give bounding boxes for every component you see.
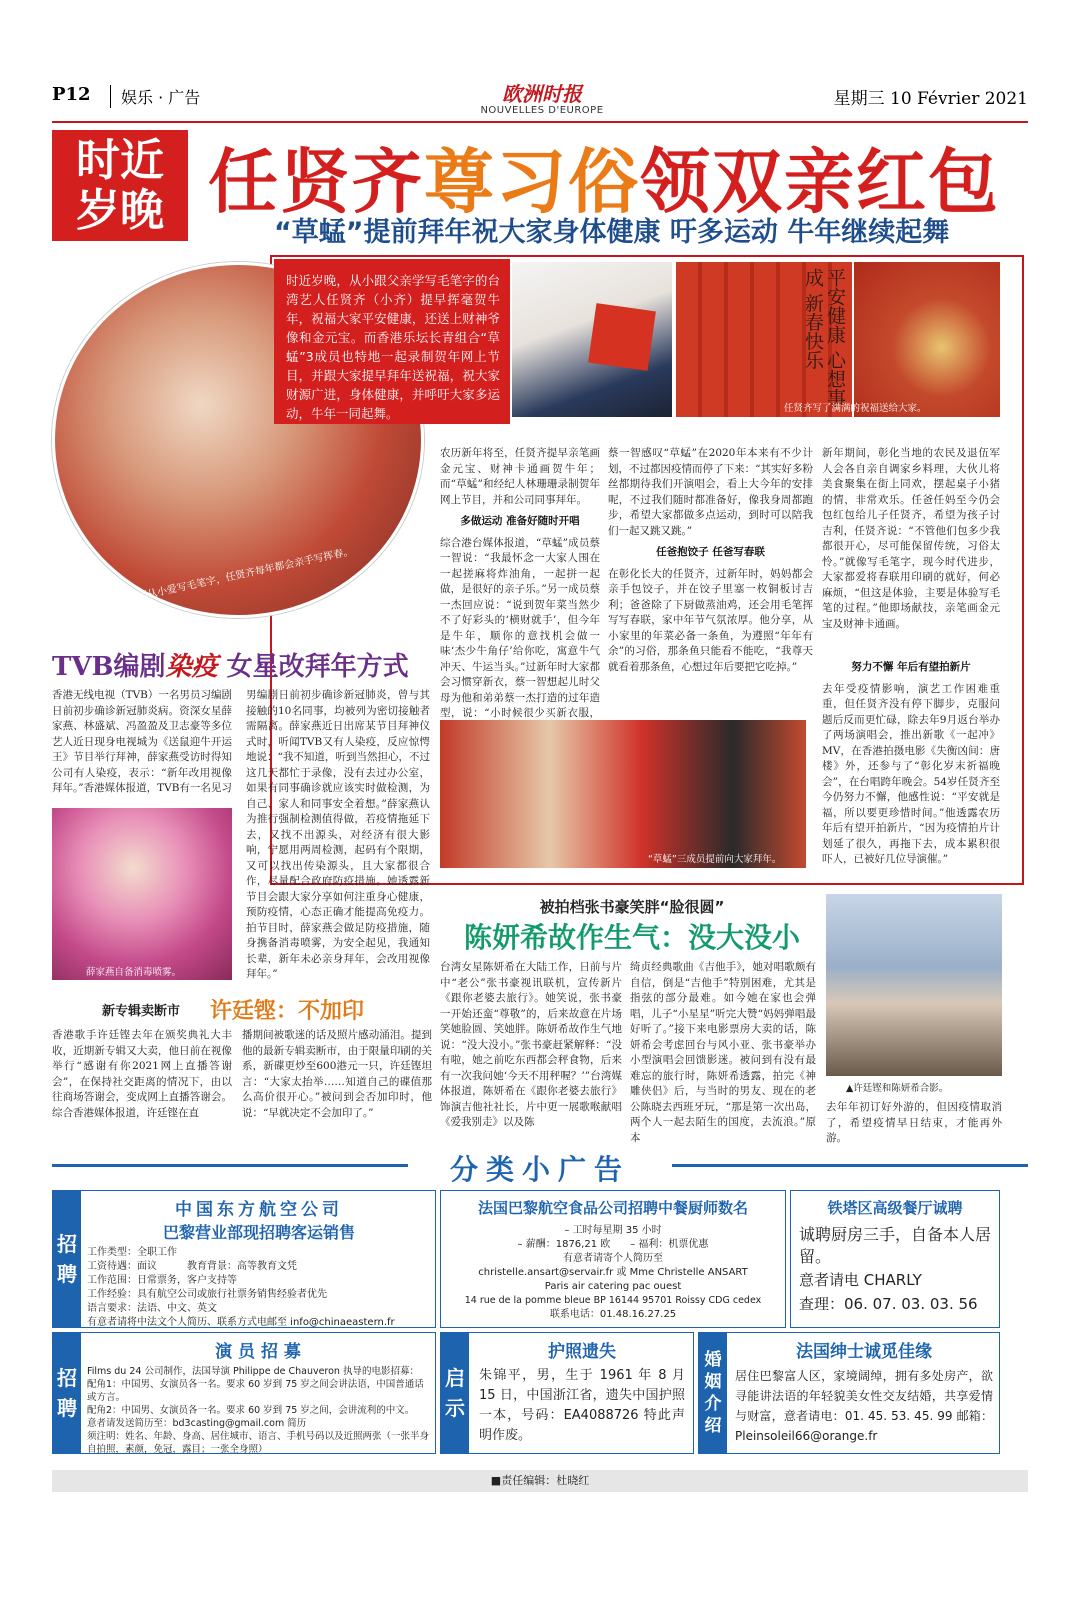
photo-caption: 薛家燕自备消毒喷雾。 — [86, 967, 182, 978]
ad-line: 14 rue de la pomme bleue BP 16144 95701 Roissy CDG cedex — [464, 1295, 762, 1306]
headline-part-highlight: 染疫 — [165, 652, 218, 682]
classified-title: 分类小广告 — [408, 1148, 672, 1182]
couple-photo — [826, 894, 1002, 1076]
ad-line: 配角1：中国男、女演员各一名。要求 60 岁到 75 岁之间会讲法语，中国普通话或方言。 — [87, 1379, 424, 1403]
story-column — [822, 446, 1000, 872]
paragraph: 综合港台媒体报道，“草蜢”成员蔡一智说：“我最怀念一大家人围在一起搓麻将炸油角，一起拼一起做，是很好的亲子乐。”另一成员蔡一杰回应说：“说到贺年菜当然少不了好彩头的‘横财就手’，但今年是牛年，顺你的意找机会做一味‘杰少牛角仔’给你吃，寓意牛气冲天、牛运当头。”过新年时大家都会习惯穿新衣，蔡一智想起儿时父母为他和弟弟蔡一杰打造的过年造型，说：“小时候很少买新衣服， — [440, 536, 600, 719]
tag-char: 招 — [57, 1366, 77, 1390]
ad-line: 配角2：中国男、女演员各一名。要求 60 岁到 75 岁之间，会讲流利的中文。 — [87, 1405, 415, 1416]
tag-char: 启 — [445, 1366, 465, 1390]
ad-casting — [52, 1332, 436, 1454]
ad-title: 演 员 招 募 — [215, 1342, 301, 1362]
ad-line: – 工时每星期 35 小时 — [564, 1225, 662, 1236]
paragraph: 去年年初订好外游的，但因疫情取消了，希望疫情早日结束，才能再外游。 — [826, 1101, 1002, 1144]
ad-restaurant — [790, 1190, 1000, 1328]
paragraph: 蔡一智感叹“草蜢”在2020年本来有不少计划，不过都因疫情而停了下来：“其实好多粉丝都期待我们开演唱会，看上大今年的安排呢，不过我们随时都准备好，像我身周都跑步，希望大家都做多点运动，到时可以陪我们一起又跳又跳。” — [608, 447, 813, 537]
page-header — [52, 78, 1028, 118]
tvb-column — [246, 688, 430, 986]
newspaper-logo-fr: NOUVELLES D'EUROPE — [480, 105, 604, 116]
ad-servair — [440, 1190, 786, 1328]
tag-char: 介 — [704, 1394, 722, 1414]
paragraph: 在彰化长大的任贤齐，过新年时，妈妈都会亲手包饺子，并在饺子里塞一枚铜板讨吉利；爸爸除了下厨做蒸油鸡，还会用毛笔挥写写春联，家中年节气氛浓厚。他分享，从小家里的年菜必备一条鱼，为遵照“年年有余”的习俗，那条鱼只能看不能吃，“我尊天就看着那条鱼，心想过年后要把它吃掉。” — [608, 567, 813, 673]
ad-line: 有意者请寄个人简历至 — [563, 1253, 663, 1264]
ad-line: christelle.ansart@servair.fr 或 Mme Christelle ANSART — [478, 1267, 748, 1278]
paragraph: 播期间被歌迷的话及照片感动涌泪。提到他的最新专辑卖断市，由于限量印刷的关系，新碟更炒至600港元一只，许廷铿坦言：“大家太抬举……知道自己的碟值那么高价很开心。”被问到会否加印时，他说：“早就决定不会加印了。” — [242, 1029, 432, 1119]
ad-line: 工作经验：具有航空公司或旅行社票务销售经验者优先 — [87, 1289, 327, 1300]
headline-part: 女星改拜年方式 — [217, 652, 409, 682]
tvb-column — [52, 688, 232, 806]
paragraph: 新年期间，彰化当地的农民及退伍军人会各自亲自调家乡料理，大伙儿将美食聚集在街上同欢，摆起桌子小猪的情，非常欢乐。任爸任妈至今仍会包红包给儿子任贤齐，希望为孩子讨吉利，任贤齐说：“不管他们包多少我都很开心，尽可能保留传统，习俗太怜。”就像写毛笔字，现今时代进步，大家都爱将春联用印刷的就好，何必麻烦，“但这是体验，主要是体验写毛笔的过程。”他即场献技，亲笔画金元宝及财神卡通画。 — [822, 447, 1000, 630]
subheading: 任爸抱饺子 任爸写春联 — [656, 546, 765, 558]
red-card-shape — [588, 303, 656, 371]
ad-line: 工作范围：日常票务，客户支持等 — [87, 1275, 237, 1286]
photo-caption: “草蜢”三成员提前向大家拜年。 — [648, 854, 782, 865]
photo-caption: 因从小爱写毛笔字，任贤齐每年都会亲手写挥春。 — [136, 546, 355, 603]
paragraph: 男编剧日前初步确诊新冠肺炎，曾与其接触的10名同事，均被列为密切接触者需隔离。薛家燕近日出席某节目拜神仪式时，听闻TVB又有人染疫，反应惊愕地说：“我不知道，听到当然担心，不过这几天都忙于录像，没有去过办公室，如果有同事确诊就应该实时做检测，为自己、家人和同事安全着想。”薛家燕认为推行强制检测值得做，若疫情拖延下去，又找不出源头，对经济有很大影响，宁愿用两周检测，起码有个限期，又可以找出传染源头，且大家都很合作，尽量配合政府防疫措施。她透露新节目会跟大家分享如何注重身心健康，预防疫情，心态正确才能提高免疫力。拍节目时，薛家燕会做足防疫措施，随身携备消毒喷雾，为安全起见，我通知长辈，新年未必亲身拜年，会改用视像拜年。” — [246, 689, 430, 980]
tag-char: 聘 — [57, 1262, 77, 1286]
ad-line: 意者请发送简历至：bd3casting@gmail.com 简历 — [87, 1418, 307, 1429]
hu-kicker: 新专辑卖断市 — [102, 1004, 181, 1019]
subheading: 多做运动 准备好随时开唱 — [460, 515, 580, 527]
ad-lost-passport — [440, 1332, 694, 1454]
ad-line: 语言要求：法语、中文、英文 — [87, 1303, 217, 1314]
ad-subtitle: 巴黎营业部现招聘客运销售 — [162, 1223, 355, 1242]
ad-title: 铁塔区高级餐厅诚聘 — [827, 1199, 963, 1217]
tag-char: 示 — [445, 1396, 465, 1420]
ren-portrait-photo — [512, 262, 672, 417]
tag-char: 绍 — [704, 1416, 722, 1436]
ad-text: 朱锦平，男，生于 1961 年 8 月 15 日，中国浙江省，遗失中国护照一本，号码：EA4088726 特此声明作废。 — [479, 1368, 685, 1443]
tag-char: 招 — [57, 1232, 77, 1256]
headline-part: 任贤齐 — [208, 140, 424, 223]
ad-china-eastern — [52, 1190, 436, 1328]
sub-headline: “草蜢”提前拜年祝大家身体健康 吁多运动 牛年继续起舞 — [274, 217, 950, 248]
headline-part: 领双亲红包 — [640, 140, 1000, 223]
calligraphy-photo: 平安健康 心想事成 新春快乐 — [676, 262, 852, 417]
headline-tag — [52, 130, 188, 241]
page-footer: ■责任编辑：杜晓红 — [52, 1470, 1028, 1492]
ad-line: – 薪酬：1876,21 欧 – 福利：机票优惠 — [517, 1239, 709, 1250]
ad-title: 护照遗失 — [548, 1342, 616, 1362]
chen-headline: 陈妍希故作生气：没大没小 — [463, 921, 800, 954]
ad-line: 联系电话：01.48.16.27.25 — [549, 1309, 677, 1320]
ad-line: Films du 24 公司制作，法国导演 Philippe de Chauveron 执导的电影招募： — [87, 1366, 419, 1377]
headline-tag-line: 时近 — [76, 135, 164, 186]
story-intro: 时近岁晚，从小跟父亲学写毛笔字的台湾艺人任贤齐（小齐）提早挥毫贺牛年，祝福大家平安健康，还送上财神爷像和金元宝。而香港乐坛长青组合“草蜢”3成员也特地一起录制贺年网上节目，并跟大家提早拜年送祝福，祝大家财源广进，身体健康，并呼吁大家多运动，牛年一同起舞。 — [274, 259, 510, 424]
ad-category-tag — [699, 1333, 727, 1453]
subheading: 努力不懈 年后有望拍新片 — [851, 661, 971, 673]
chen-column — [630, 960, 816, 1144]
hu-column — [242, 1028, 432, 1128]
ad-line: 工作类型：全职工作 — [87, 1247, 177, 1258]
tag-char: 姻 — [704, 1372, 722, 1392]
ad-line: Paris air catering pac ouest — [544, 1281, 682, 1292]
ad-title: 中国东方航空公司 — [175, 1200, 343, 1220]
photo-caption: 任贤齐写了满满的祝福送给大家。 — [784, 403, 927, 414]
paragraph: 绮贞经典歌曲《吉他手》，她对唱歌颇有自信，倒是“吉他手”特别困难，尤其是指弦的部分最难。如今她在家也会弹唱，儿子“小星星”听完大赞“妈妈弹唱最好听了。”接下来电影票房大卖的话，陈妍希会考虑回台与风小亚、张书豪举办小型演唱会回馈影迷。被问到有没有最难忘的旅行时，陈妍希透露，拍完《神雕侠侣》后，与当时的男友、现在的老公陈晓去西班牙玩，“那是第一次出岛，两个人一起去陌生的国度，去流浪。”原本 — [630, 961, 816, 1144]
ad-category-tag — [53, 1333, 81, 1453]
grasshopper-trio-photo — [440, 720, 806, 868]
tag-char: 聘 — [57, 1396, 77, 1420]
header-divider — [52, 121, 1028, 123]
headline-tag-line: 岁晚 — [76, 185, 164, 236]
ad-text: 居住巴黎富人区，家境阔绰，拥有多处房产，欲寻能讲法语的年轻貌美女性交友结婚，共享爱情与财富，意者请电：01. 45. 53. 45. 99 邮箱：Pleinsoleil66@orange.fr — [735, 1369, 993, 1443]
paragraph: 台湾女星陈妍希在大陆工作，日前与片中“老公”张书豪视讯联机，宣传新片《跟你老婆去旅行》。她笑说，张书豪一开始还蛮“尊敬”的，后来故意在片场笑她脸圆、笑她胖。陈妍希故作生气地说：“没大没小。”张书豪赶紧解释：“没有啦，她之前吃东西都会秤食物，后来有一次我问她‘今天不用秤喔？’”台湾媒体报道，陈妍希在《跟你老婆去旅行》饰演吉他社社长，片中更一展歌喉献唱《爱我别走》以及陈 — [440, 961, 622, 1128]
page-number: P12 — [52, 84, 91, 105]
ad-category-tag — [53, 1191, 81, 1327]
chen-column — [440, 960, 622, 1128]
tag-char: 婚 — [704, 1350, 722, 1370]
ad-matchmaking — [698, 1332, 1000, 1454]
paragraph: 香港歌手许廷铿去年在颁奖典礼大丰收，近期新专辑又大卖，他日前在视像举行“感谢有你2021网上直播答谢会”，在保持社交距离的情况下，由以往商场答谢会，变成网上直播答谢会。综合香港媒体报道，许廷铿在直 — [52, 1029, 232, 1119]
ad-line: 工资待遇：面议 教育背景：高等教育文凭 — [87, 1261, 297, 1272]
ad-line: 意者请电 CHARLY — [799, 1271, 922, 1289]
issue-date: 星期三 10 Février 2021 — [833, 89, 1028, 109]
headline-part: TVB编剧 — [52, 652, 166, 682]
classified-banner — [52, 1148, 1028, 1186]
paragraph: 去年受疫情影响，演艺工作困难重重，但任贤齐没有停下脚步，克服问题后反而更忙碌，除去年9月返台举办了两场演唱会，推出新歌《一起冲》MV，在香港拍摄电影《失衡凶间：唐楼》外，还参与了“彰化岁末祈福晚会”，在台唱跨年晚会。54岁任贤齐至今仍努力不懈，他感性说：“平安就是福，所以要更珍惜时间。”他透露农历年后有望开拍新片，“因为疫情拍片计划延了很久，再拖下去，成本累积很吓人，已被好几位导演催。” — [822, 682, 1000, 865]
ad-line: 查理：06. 07. 03. 03. 56 — [799, 1295, 978, 1313]
paragraph: 农历新年将至，任贤齐提早亲笔画金元宝、财神卡通画贺牛年；而“草蜢”和经纪人林珊珊录制贺年网上节目，并和公司同事拜年。 — [440, 447, 600, 506]
chen-kicker: 被拍档张书豪笑胖“脸很圆” — [539, 898, 725, 916]
newspaper-logo: 欧洲时报 — [502, 82, 582, 106]
ad-line: 诚聘厨房三手，自备本人居留。 — [799, 1225, 992, 1266]
ad-line: 有意者请将中法文个人简历、联系方式电邮至 info@chinaeastern.fr — [87, 1317, 395, 1328]
ad-line: 须注明：姓名、年龄、身高、居住城市、语言、手机号码以及近照两张（一张半身自拍照，素颜，免冠，露目；一张全身照） — [87, 1431, 430, 1455]
story-column — [440, 446, 600, 719]
paragraph: 香港无线电视（TVB）一名男员习编剧日前初步确诊新冠肺炎病。资深女星薛家燕、林盛斌、冯盈盈及卫志豪等多位艺人近日现身电视城为《送鼠迎牛开运王》节目举行拜神，薛家燕受访时得知公司有人染疫，表示：“新年改用视像拜年。”香港媒体报道，TVB有一名见习 — [52, 689, 232, 794]
chen-column — [826, 1100, 1002, 1147]
ad-title: 法国巴黎航空食品公司招聘中餐厨师数名 — [477, 1199, 748, 1217]
tvb-headline — [52, 646, 409, 683]
section-label: 娱乐 · 广告 — [110, 85, 200, 108]
hu-headline: 许廷铿：不加印 — [210, 998, 365, 1024]
xue-jiayan-photo — [52, 808, 232, 980]
headline-part-highlight: 尊习俗 — [424, 140, 640, 223]
ad-category-tag — [441, 1333, 469, 1453]
ad-title: 法国绅士诚觅佳缘 — [796, 1342, 932, 1362]
photo-caption: ▲许廷铿和陈妍希合影。 — [846, 1083, 949, 1094]
hu-column — [52, 1028, 232, 1128]
story-column — [608, 446, 813, 673]
